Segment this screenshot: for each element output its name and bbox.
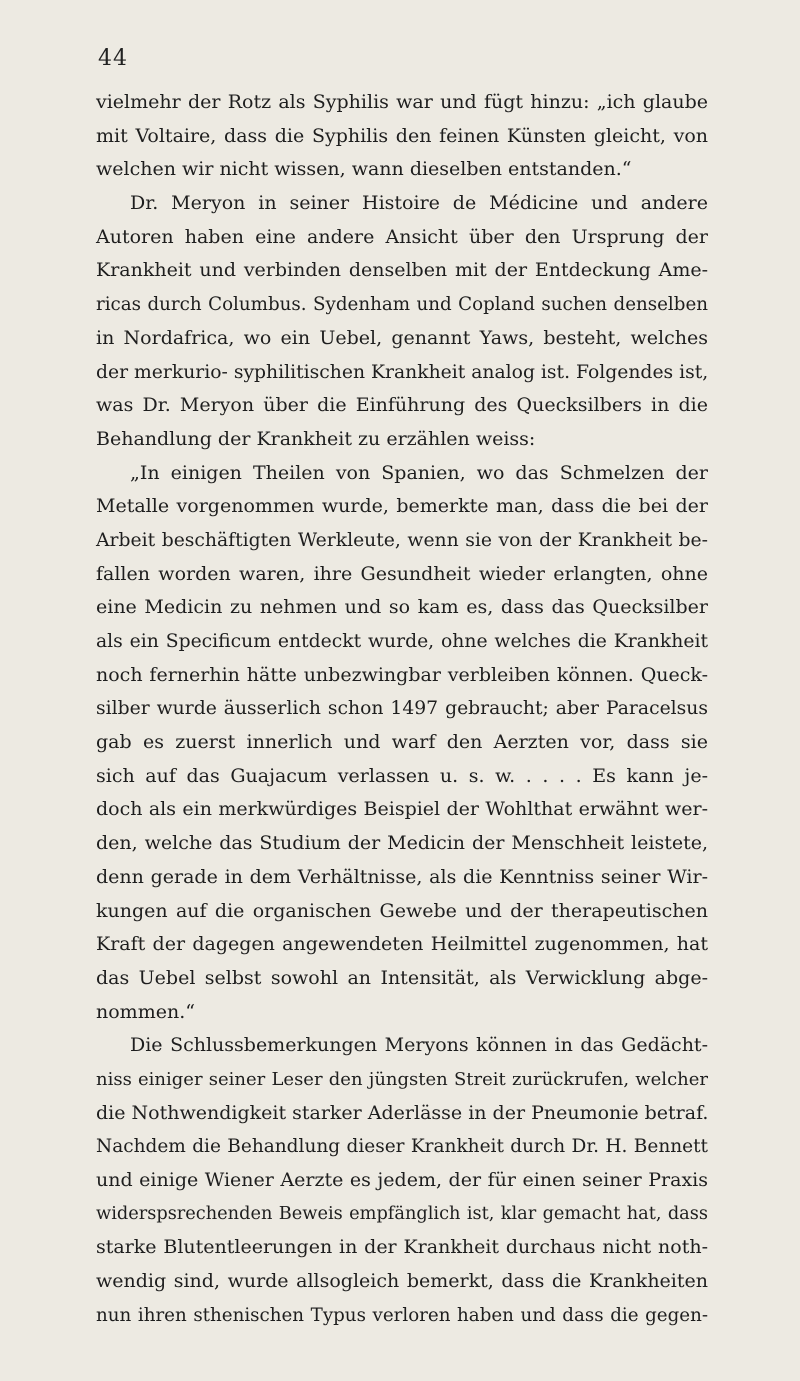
text-line: Krankheit und verbinden denselben mit der Entdeckung Ame-	[96, 259, 708, 282]
text-line: sich auf das Guajacum verlassen u. s. w. . . . . Es kann je-	[96, 764, 708, 787]
text-line: starke Blutentleerungen in der Krankheit durchaus nicht noth-	[96, 1236, 708, 1259]
text-line: das Uebel selbst sowohl an Intensität, als Verwicklung abge-	[96, 966, 708, 989]
text-line: als ein Specificum entdeckt wurde, ohne welches die Krankheit	[96, 631, 708, 652]
text-line: Nachdem die Behandlung dieser Krankheit durch Dr. H. Bennett	[96, 1136, 708, 1158]
text-line: Kraft der dagegen angewendeten Heilmittel zugenommen, hat	[96, 933, 708, 956]
text-line: was Dr. Meryon über die Einführung des Quecksilbers in die	[96, 394, 708, 417]
text-line: die Nothwendigkeit starker Aderlässe in der Pneumonie betraf.	[96, 1101, 709, 1124]
text-line: welchen wir nicht wissen, wann dieselben entstanden.“	[96, 158, 632, 181]
text-line: Dr. Meryon in seiner Histoire de Médicine und andere	[130, 192, 708, 215]
text-line: Autoren haben eine andere Ansicht über den Ursprung der	[96, 225, 708, 248]
text-line: „In einigen Theilen von Spanien, wo das Schmelzen der	[130, 461, 708, 484]
text-line: und einige Wiener Aerzte es jedem, der für einen seiner Praxis	[96, 1169, 708, 1191]
text-line: der merkurio- syphilitischen Krankheit analog ist. Folgendes ist,	[96, 361, 709, 383]
text-line: niss einiger seiner Leser den jüngsten Streit zurückrufen, welcher	[96, 1068, 708, 1090]
page-number: 44	[98, 46, 128, 71]
text-line: mit Voltaire, dass die Syphilis den feinen Künsten gleicht, von	[96, 124, 708, 147]
text-line: nommen.“	[96, 1000, 195, 1023]
text-line: ricas durch Columbus. Sydenham und Copland suchen denselben	[96, 294, 708, 316]
text-line: Metalle vorgenommen wurde, bemerkte man, dass die bei der	[96, 495, 708, 518]
text-line: Die Schlussbemerkungen Meryons können in das Gedächt-	[130, 1034, 708, 1057]
body-text	[96, 86, 708, 1332]
text-line: denn gerade in dem Verhältnisse, als die Kenntniss seiner Wir-	[96, 865, 708, 888]
text-line: den, welche das Studium der Medicin der Menschheit leistete,	[96, 832, 708, 855]
text-line: kungen auf die organischen Gewebe und der therapeutischen	[96, 899, 708, 922]
text-line: wendig sind, wurde allsogleich bemerkt, dass die Krankheiten	[96, 1270, 708, 1293]
text-line: in Nordafrica, wo ein Uebel, genannt Yaws, besteht, welches	[96, 326, 708, 349]
text-line: silber wurde äusserlich schon 1497 gebraucht; aber Paracelsus	[96, 698, 708, 720]
text-line: vielmehr der Rotz als Syphilis war und fügt hinzu: „ich glaube	[96, 91, 708, 113]
text-line: widerspsrechenden Beweis empfänglich ist, klar gemacht hat, dass	[96, 1203, 708, 1224]
text-line: nun ihren sthenischen Typus verloren haben und dass die gegen-	[96, 1304, 708, 1326]
text-line: gab es zuerst innerlich und warf den Aerzten vor, dass sie	[96, 731, 708, 754]
text-line: eine Medicin zu nehmen und so kam es, dass das Quecksilber	[96, 596, 708, 619]
text-line: noch fernerhin hätte unbezwingbar verbleiben können. Queck-	[96, 663, 708, 686]
text-line: Arbeit beschäftigten Werkleute, wenn sie von der Krankheit be-	[96, 529, 708, 551]
text-line: doch als ein merkwürdiges Beispiel der Wohlthat erwähnt wer-	[96, 798, 708, 821]
text-line: fallen worden waren, ihre Gesundheit wieder erlangten, ohne	[96, 562, 708, 585]
text-line: Behandlung der Krankheit zu erzählen weiss:	[96, 427, 536, 450]
